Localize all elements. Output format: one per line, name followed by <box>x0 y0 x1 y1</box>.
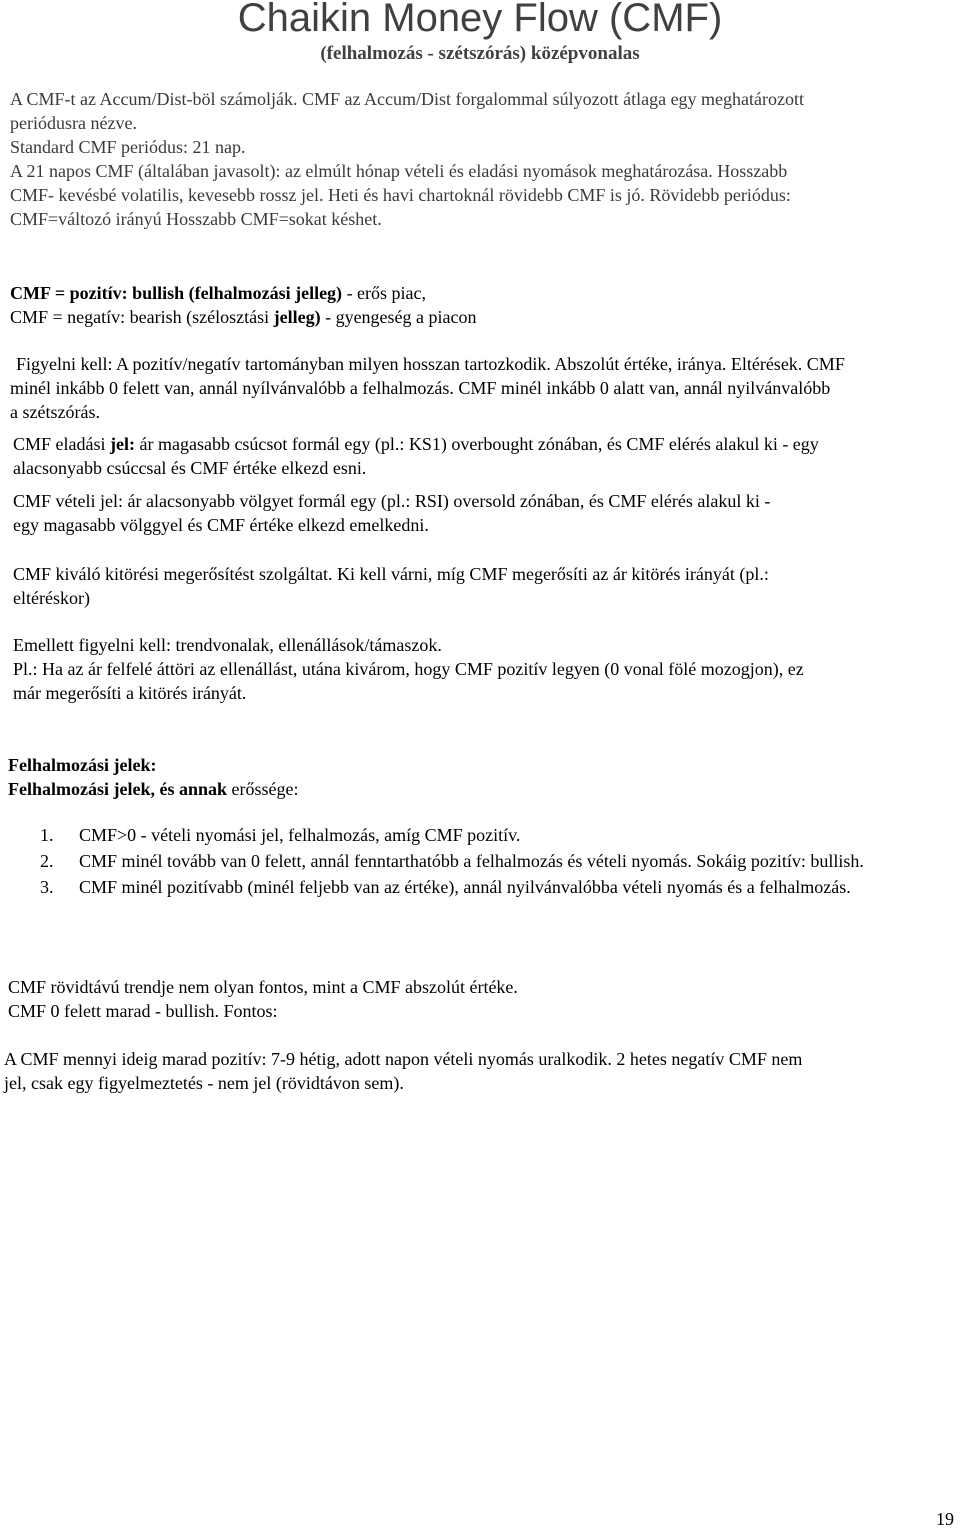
list-item-number: 3. <box>40 877 54 897</box>
sell-signal-paragraph <box>10 432 955 480</box>
intro-line: CMF- kevésbé volatilis, kevesebb rossz jel. Heti és havi chartoknál rövidebb CMF is jó. Rövidebb periódus: <box>10 185 791 205</box>
intro-paragraph <box>10 87 950 231</box>
also-line: Pl.: Ha az ár felfelé áttöri az ellenállást, utána kivárom, hogy CMF pozitív legyen (0 vonal fölé mozogjon), ez <box>13 659 804 679</box>
watch-line: minél inkább 0 felett van, annál nyílvánvalóbb a felhalmozás. CMF minél inkább 0 alatt van, annál nyilvánvalóbb <box>10 378 831 398</box>
list-item-text: CMF>0 - vételi nyomási jel, felhalmozás, amíg CMF pozitív. <box>79 825 521 845</box>
watch-line: a szétszórás. <box>10 402 100 422</box>
sell-signal-line: alacsonyabb csúccsal és CMF értéke elkezd esni. <box>13 458 367 478</box>
page-number: 19 <box>936 1509 954 1529</box>
also-line: Emellett figyelni kell: trendvonalak, ellenállások/támaszok. <box>13 635 442 655</box>
short-trend-line: CMF 0 felett marad - bullish. Fontos: <box>8 1001 278 1021</box>
final-line: A CMF mennyi ideig marad pozitív: 7-9 hétig, adott napon vételi nyomás uralkodik. 2 hetes negatív CMF nem <box>4 1049 803 1069</box>
intro-line: A CMF-t az Accum/Dist-böl számolják. CMF az Accum/Dist forgalommal súlyozott átlaga egy meghatározott <box>10 89 805 109</box>
accum-subheading: Felhalmozási jelek, és annak erőssége: <box>8 779 299 799</box>
cmf-negative-line <box>10 305 477 329</box>
intro-line: Standard CMF periódus: 21 nap. <box>10 137 246 157</box>
intro-line: CMF=változó irányú Hosszabb CMF=sokat késhet. <box>10 209 382 229</box>
list-item <box>0 849 960 873</box>
list-item-number: 2. <box>40 851 54 871</box>
page-subtitle: (felhalmozás - szétszórás) középvonalas <box>320 43 640 64</box>
page-title: Chaikin Money Flow (CMF) <box>237 0 723 40</box>
intro-line: A 21 napos CMF (általában javasolt): az elmúlt hónap vételi és eladási nyomások meghatározása. Hosszabb <box>10 161 788 181</box>
cmf-negative-text: CMF = negatív: bearish (szélosztási <box>10 307 274 327</box>
cmf-positive-text: - erős piac, <box>342 283 427 303</box>
intro-line: periódusra nézve. <box>10 113 137 133</box>
cmf-negative-rest: - gyengeség a piacon <box>320 307 477 327</box>
sell-signal-bold: jel: <box>110 434 135 454</box>
final-line: jel, csak egy figyelmeztetés - nem jel (rövidtávon sem). <box>4 1073 404 1093</box>
cmf-positive-label: CMF = pozitív: bullish (felhalmozási jelleg) <box>10 283 343 303</box>
watch-paragraph <box>10 352 955 424</box>
watch-line: Figyelni kell: A pozitív/negatív tartományban milyen hosszan tartozkodik. Abszolút értéke, iránya. Eltérések. CMF <box>16 354 845 374</box>
buy-signal-paragraph <box>10 489 955 537</box>
cmf-positive-line <box>10 281 426 305</box>
cmf-negative-bold: jelleg) <box>273 307 321 327</box>
sell-signal-line: CMF eladási jel: ár magasabb csúcsot formál egy (pl.: KS1) overbought zónában, és CMF elérés alakul ki - egy <box>13 434 819 454</box>
breakout-line: eltéréskor) <box>13 588 90 608</box>
buy-signal-line: egy magasabb völggyel és CMF értéke elkezd emelkedni. <box>13 515 429 535</box>
final-paragraph <box>4 1047 954 1095</box>
accum-heading: Felhalmozási jelek: <box>8 755 157 775</box>
short-trend-line: CMF rövidtávú trendje nem olyan fontos, mint a CMF abszolút értéke. <box>8 977 518 997</box>
short-trend-paragraph <box>8 975 518 1023</box>
list-item <box>0 875 960 899</box>
list-item <box>0 823 960 847</box>
also-line: már megerősíti a kitörés irányát. <box>13 683 247 703</box>
list-item-text: CMF minél tovább van 0 felett, annál fenntarthatóbb a felhalmozás és vételi nyomás. Sokáig pozitív: bullish. <box>79 851 864 871</box>
breakout-paragraph <box>10 562 955 610</box>
also-paragraph <box>10 633 955 705</box>
buy-signal-line: CMF vételi jel: ár alacsonyabb völgyet formál egy (pl.: RSI) oversold zónában, és CMF elérés alakul ki - <box>13 491 771 511</box>
accum-list <box>0 823 960 899</box>
list-item-number: 1. <box>40 825 54 845</box>
breakout-line: CMF kiváló kitörési megerősítést szolgáltat. Ki kell várni, míg CMF megerősíti az ár kitörés irányát (pl.: <box>13 564 769 584</box>
list-item-text: CMF minél pozitívabb (minél feljebb van az értéke), annál nyilvánvalóbba vételi nyomás és a felhalmozás. <box>79 877 851 897</box>
